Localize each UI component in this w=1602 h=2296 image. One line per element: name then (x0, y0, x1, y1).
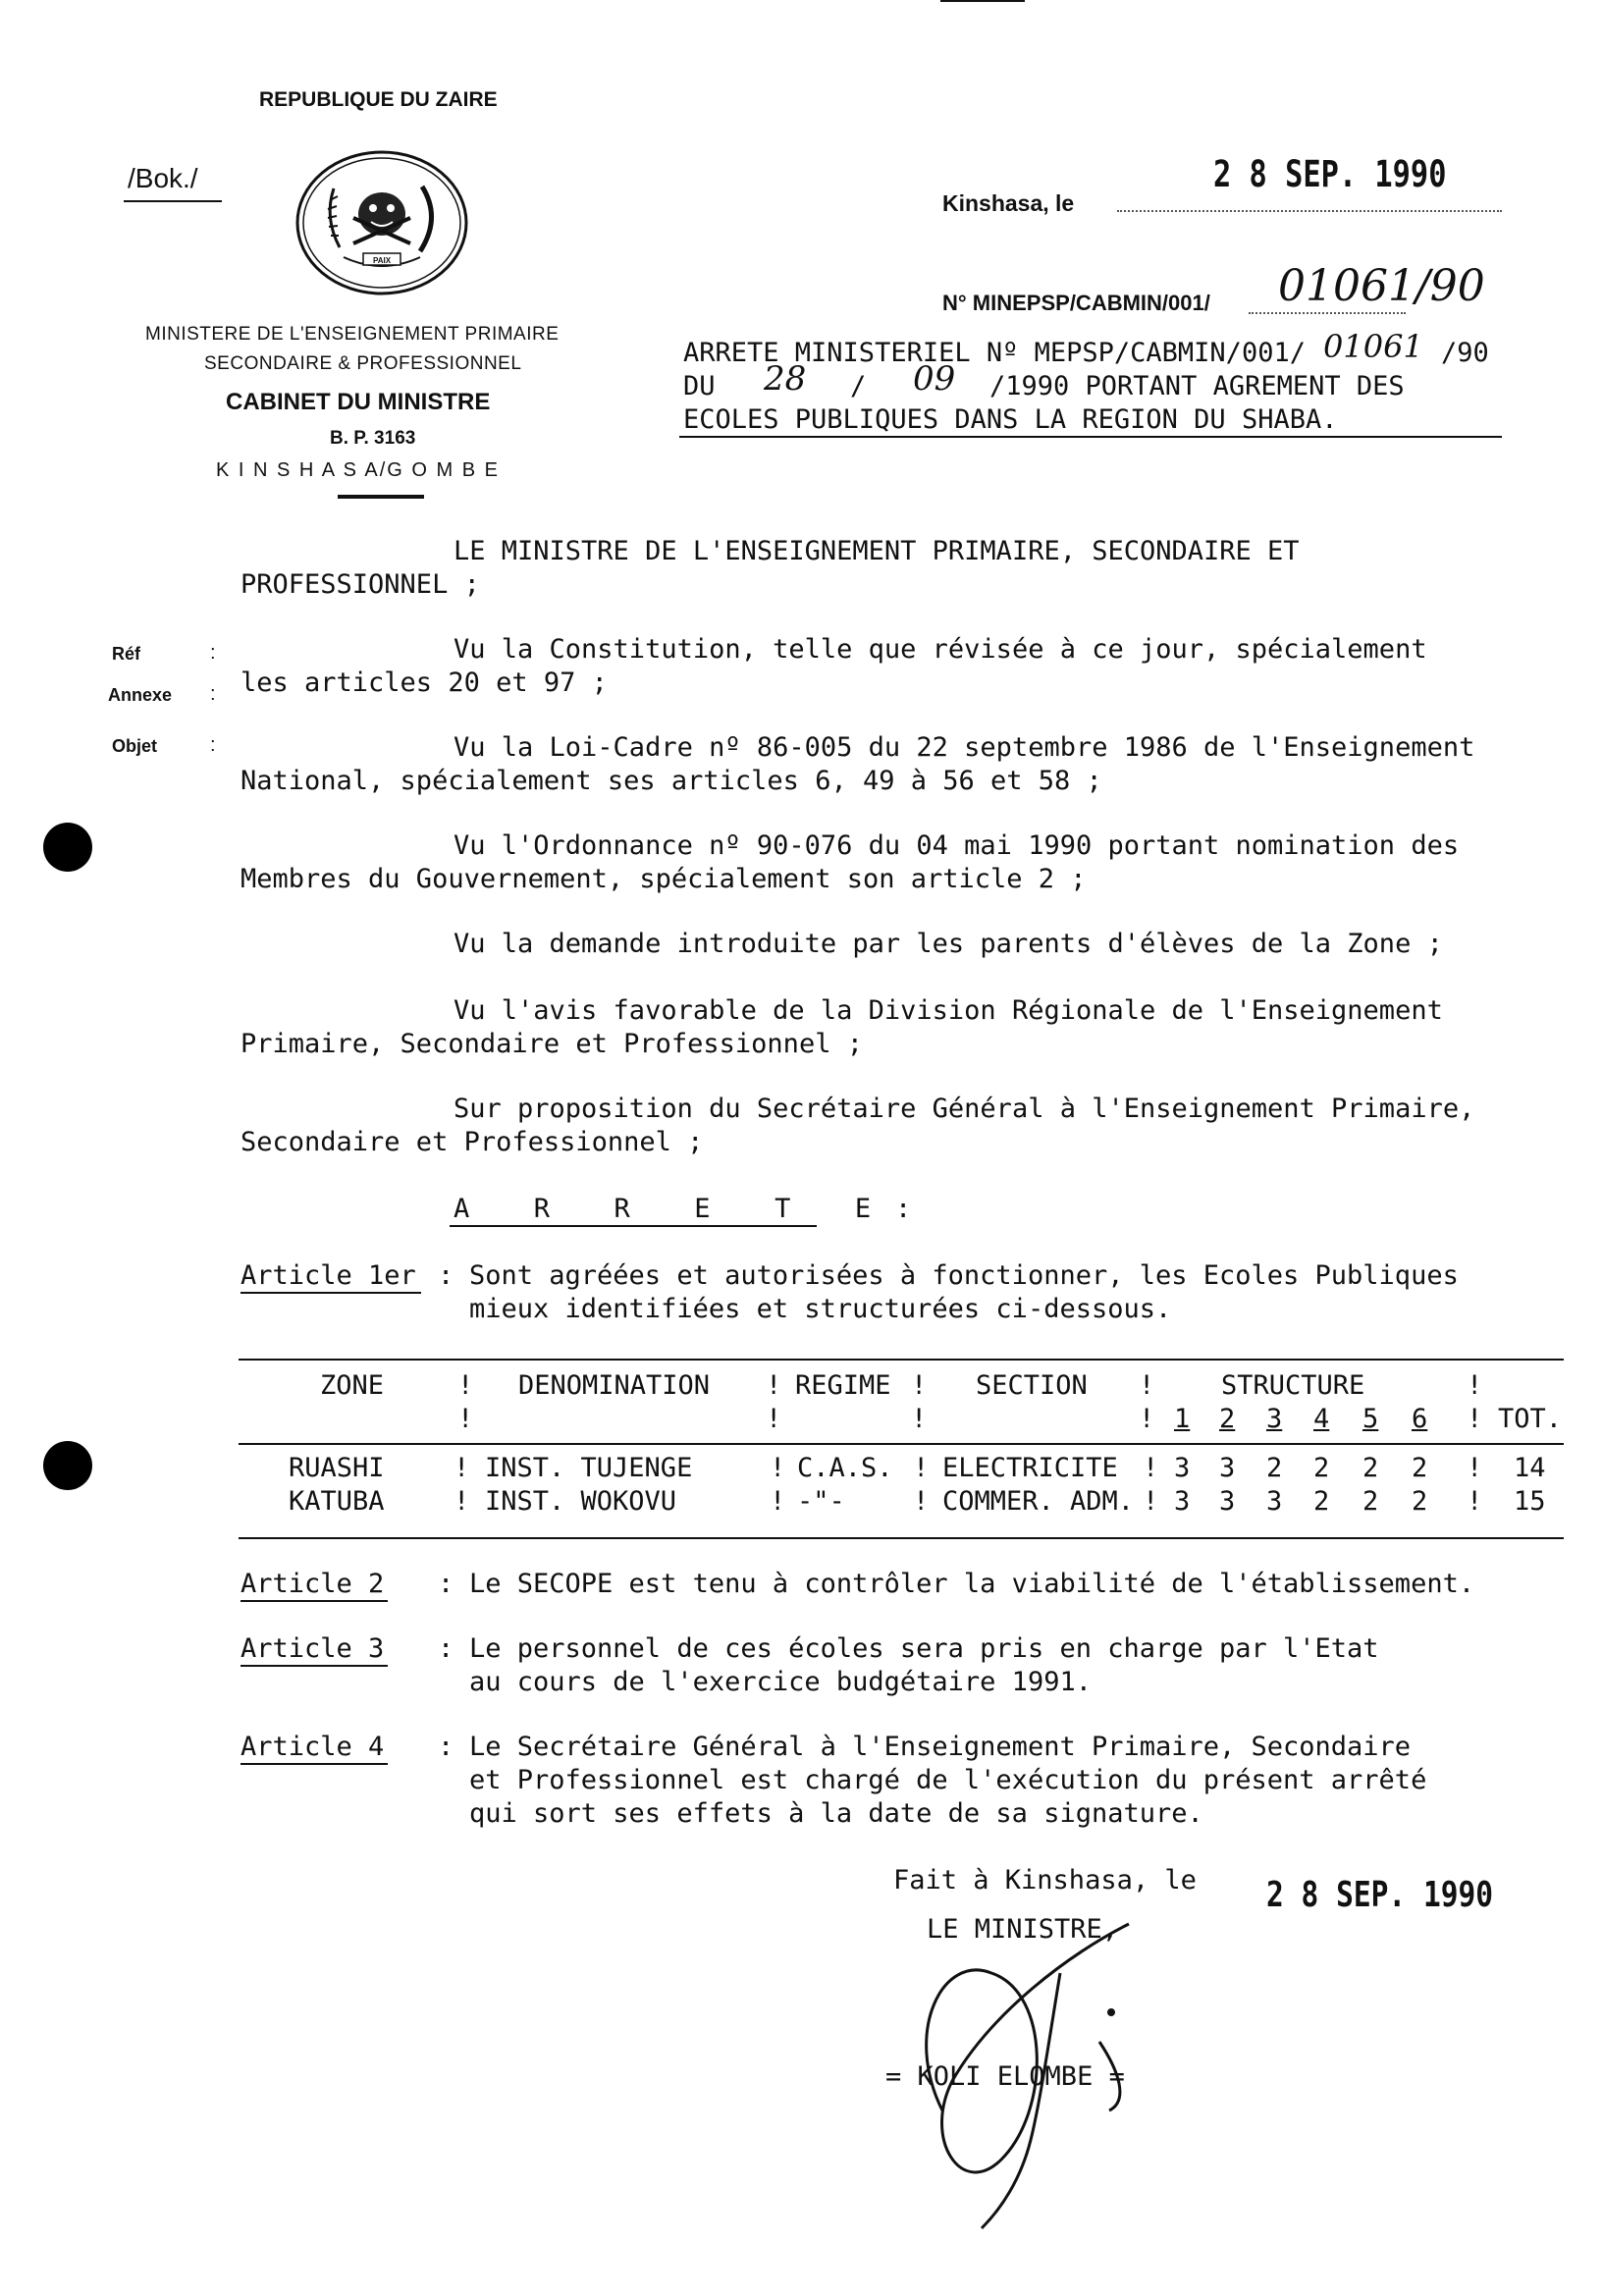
header-year-5: 5 (1362, 1404, 1379, 1434)
title-line1-handwritten-number: 01061 (1323, 328, 1423, 365)
margin-annexe-label: Annexe (108, 685, 173, 705)
vu-constitution-line1: Vu la Constitution, telle que révisée à ce jour, spécialement (454, 634, 1427, 665)
article1-line1: Sont agréées et autorisées à fonctionner, les Ecoles Publiques (469, 1260, 1459, 1291)
national-emblem-seal (294, 149, 469, 296)
city-underline (338, 495, 424, 499)
header-separator: ! (911, 1404, 928, 1434)
article3-label-underline (240, 1665, 388, 1667)
signature-place: Fait à Kinshasa, le (893, 1865, 1197, 1896)
title-line2-handwritten-day: 28 (764, 359, 807, 399)
vu-demande-line1: Vu la demande introduite par les parents d'élèves de la Zone ; (454, 929, 1443, 959)
city-line: K I N S H A S A/G O M B E (216, 459, 500, 481)
header-structure: STRUCTURE (1221, 1370, 1365, 1401)
cell-tot: 15 (1514, 1486, 1546, 1517)
cell-section: ELECTRICITE (942, 1453, 1118, 1483)
place-label: Kinshasa, le (942, 190, 1075, 216)
title-line2-prefix: DU (683, 371, 716, 401)
header-separator: ! (1139, 1404, 1155, 1434)
po-box: B. P. 3163 (330, 428, 416, 449)
header-separator: ! (457, 1404, 474, 1434)
cell-structure-year-4: 2 (1313, 1486, 1330, 1517)
signature-date-stamp: 2 8 SEP. 1990 (1266, 1875, 1494, 1915)
cell-structure-year-4: 2 (1313, 1453, 1330, 1483)
reference-underline (124, 200, 222, 202)
date-dotted-line (1117, 210, 1502, 212)
margin-ref-label: Réf (112, 644, 141, 664)
header-tot: TOT. (1498, 1404, 1563, 1434)
handwritten-signature (883, 1914, 1217, 2248)
vu-constitution-line2: les articles 20 et 97 ; (240, 667, 608, 698)
document-number-label: N° MINEPSP/CABMIN/001/ (942, 291, 1210, 315)
reference-code: /Bok./ (128, 163, 198, 193)
arrete-underline (450, 1225, 817, 1227)
title-line2-handwritten-month: 09 (913, 359, 956, 399)
vu-ordonnance-line2: Membres du Gouvernement, spécialement son article 2 ; (240, 864, 1087, 894)
cell-regime: C.A.S. (797, 1453, 893, 1483)
header-year-2: 2 (1219, 1404, 1236, 1434)
article2-label-underline (240, 1600, 388, 1602)
title-line2-separator: / (850, 371, 867, 401)
cell-tot: 14 (1514, 1453, 1546, 1483)
header-year-1: 1 (1174, 1404, 1191, 1434)
ministry-name-line2: SECONDAIRE & PROFESSIONNEL (204, 353, 522, 374)
row-separator: ! (1467, 1486, 1483, 1517)
title-line2-suffix: /1990 PORTANT AGREMENT DES (989, 371, 1405, 401)
article4-label: Article 4 (240, 1732, 385, 1762)
row-separator: ! (913, 1453, 930, 1483)
proposition-line2: Secondaire et Professionnel ; (240, 1127, 704, 1157)
cell-structure-year-6: 2 (1412, 1486, 1428, 1517)
header-year-4: 4 (1313, 1404, 1330, 1434)
title-underline (679, 436, 1502, 438)
document-number-handwritten: 01061/90 (1278, 261, 1485, 311)
vu-avis-line1: Vu l'avis favorable de la Division Régionale de l'Enseignement (454, 995, 1443, 1026)
article3-line1: Le personnel de ces écoles sera pris en charge par l'Etat (469, 1633, 1379, 1664)
signature-title: LE MINISTRE, (927, 1914, 1119, 1945)
header-separator: ! (457, 1370, 474, 1401)
cell-structure-year-3: 3 (1266, 1486, 1283, 1517)
emblem-motto: PAIX (372, 256, 392, 265)
signature-name: = KOLI ELOMBE = (885, 2061, 1125, 2092)
table-top-rule (239, 1359, 1564, 1361)
minister-line2: PROFESSIONNEL ; (240, 569, 480, 600)
title-line3: ECOLES PUBLIQUES DANS LA REGION DU SHABA. (683, 404, 1338, 435)
article1-line2: mieux identifiées et structurées ci-dessous. (469, 1294, 1172, 1324)
header-section: SECTION (976, 1370, 1088, 1401)
cell-structure-year-1: 3 (1174, 1453, 1191, 1483)
vu-loi-cadre-line1: Vu la Loi-Cadre nº 86-005 du 22 septembre 1986 de l'Enseignement (454, 732, 1475, 763)
header-year-6: 6 (1412, 1404, 1428, 1434)
date-stamp: 2 8 SEP. 1990 (1213, 153, 1447, 195)
republic-heading: REPUBLIQUE DU ZAIRE (259, 88, 498, 111)
margin-objet-label: Objet (112, 736, 158, 756)
cell-zone: RUASHI (289, 1453, 385, 1483)
punch-hole-1 (43, 823, 92, 872)
article3-line2: au cours de l'exercice budgétaire 1991. (469, 1667, 1092, 1697)
header-denomination: DENOMINATION (518, 1370, 711, 1401)
header-year-3: 3 (1266, 1404, 1283, 1434)
article2-colon: : (438, 1569, 454, 1599)
header-separator: ! (1139, 1370, 1155, 1401)
table-bottom-rule (239, 1537, 1564, 1539)
cell-structure-year-5: 2 (1362, 1486, 1379, 1517)
minister-line1: LE MINISTRE DE L'ENSEIGNEMENT PRIMAIRE, SECONDAIRE ET (454, 536, 1300, 566)
title-line1-prefix: ARRETE MINISTERIEL Nº MEPSP/CABMIN/001/ (683, 338, 1306, 368)
article4-line3: qui sort ses effets à la date de sa signature. (469, 1798, 1203, 1829)
vu-loi-cadre-line2: National, spécialement ses articles 6, 49 à 56 et 58 ; (240, 766, 1102, 796)
table-header-rule (239, 1443, 1564, 1445)
proposition-line1: Sur proposition du Secrétaire Général à l'Enseignement Primaire, (454, 1094, 1475, 1124)
number-dotted-line (1249, 312, 1406, 314)
article1-colon: : (438, 1260, 454, 1291)
article3-label: Article 3 (240, 1633, 385, 1664)
ministry-name-line1: MINISTERE DE L'ENSEIGNEMENT PRIMAIRE (145, 324, 560, 345)
title-line1-suffix: /90 (1441, 338, 1489, 368)
header-separator: ! (1467, 1370, 1483, 1401)
margin-ref-colon: : (210, 642, 216, 664)
cell-structure-year-1: 3 (1174, 1486, 1191, 1517)
article2-line1: Le SECOPE est tenu à contrôler la viabilité de l'établissement. (469, 1569, 1475, 1599)
row-separator: ! (1143, 1453, 1159, 1483)
article2-label: Article 2 (240, 1569, 385, 1599)
row-separator: ! (770, 1486, 786, 1517)
cell-regime: -"- (797, 1486, 845, 1517)
header-regime: REGIME (795, 1370, 891, 1401)
row-separator: ! (1467, 1453, 1483, 1483)
cell-section: COMMER. ADM. (942, 1486, 1135, 1517)
cell-structure-year-2: 3 (1219, 1486, 1236, 1517)
row-separator: ! (1143, 1486, 1159, 1517)
header-zone: ZONE (320, 1370, 385, 1401)
cabinet-heading: CABINET DU MINISTRE (226, 389, 491, 415)
row-separator: ! (913, 1486, 930, 1517)
cell-denomination: INST. TUJENGE (485, 1453, 693, 1483)
article4-label-underline (240, 1763, 388, 1765)
punch-hole-2 (43, 1441, 92, 1490)
header-separator: ! (766, 1370, 782, 1401)
header-separator: ! (1467, 1404, 1483, 1434)
cell-denomination: INST. WOKOVU (485, 1486, 677, 1517)
header-separator: ! (911, 1370, 928, 1401)
cell-structure-year-2: 3 (1219, 1453, 1236, 1483)
cell-zone: KATUBA (289, 1486, 385, 1517)
article3-colon: : (438, 1633, 454, 1664)
cell-structure-year-6: 2 (1412, 1453, 1428, 1483)
row-separator: ! (770, 1453, 786, 1483)
article4-colon: : (438, 1732, 454, 1762)
header-separator: ! (766, 1404, 782, 1434)
top-edge-rule (940, 0, 1025, 2)
row-separator: ! (454, 1486, 470, 1517)
article1-label: Article 1er (240, 1260, 416, 1291)
article4-line1: Le Secrétaire Général à l'Enseignement Primaire, Secondaire (469, 1732, 1412, 1762)
article1-label-underline (240, 1292, 421, 1294)
vu-avis-line2: Primaire, Secondaire et Professionnel ; (240, 1029, 863, 1059)
margin-annexe-colon: : (210, 683, 216, 705)
arrete-heading: A R R E T E (454, 1194, 882, 1224)
cell-structure-year-3: 2 (1266, 1453, 1283, 1483)
row-separator: ! (454, 1453, 470, 1483)
cell-structure-year-5: 2 (1362, 1453, 1379, 1483)
article4-line2: et Professionnel est chargé de l'exécution du présent arrêté (469, 1765, 1427, 1795)
vu-ordonnance-line1: Vu l'Ordonnance nº 90-076 du 04 mai 1990 portant nomination des (454, 830, 1460, 861)
arrete-colon: : (895, 1194, 912, 1224)
margin-objet-colon: : (210, 734, 216, 756)
